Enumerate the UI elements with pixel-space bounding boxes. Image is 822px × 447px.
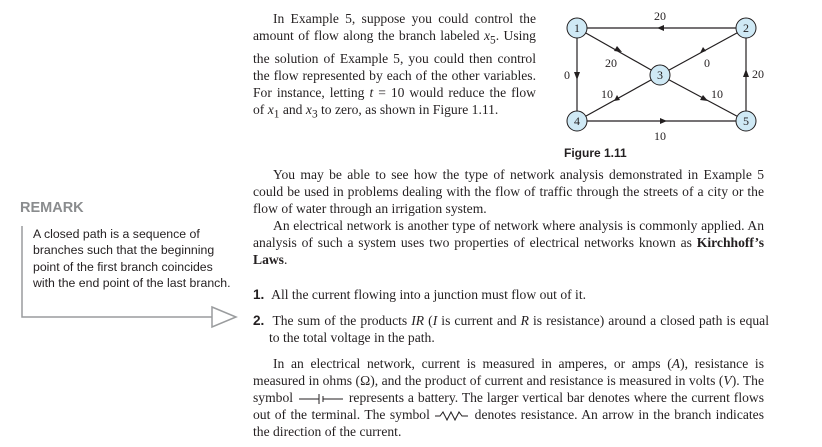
- edge-label: 20: [654, 9, 666, 23]
- law-1: [253, 286, 764, 303]
- edge-label: 0: [704, 56, 710, 70]
- node-label: 4: [574, 114, 580, 128]
- arrow-up-icon: [743, 69, 749, 77]
- text: = 10 would reduce the flow of: [253, 84, 536, 117]
- sub: 5: [490, 34, 496, 47]
- remark-text: A closed path is a sequence of branches such that the beginning point of the first branch coincides with the end point of the last branch.: [33, 227, 231, 290]
- arrow-down-right-icon: [700, 95, 708, 101]
- network-figure: [520, 0, 780, 165]
- text: An electrical network is another type of network where analysis is commonly applied. An analysis of such a system uses two properties of electrical networks known as: [253, 218, 764, 250]
- intro-paragraph: [253, 10, 536, 123]
- text: ). The symbol: [253, 373, 764, 405]
- paragraph-network-analysis: You may be able to see how the type of network analysis demonstrated in Example 5 could be used in problems dealing with the flow of traffic through the streets of a city or the flow of water through an irrigation system.: [253, 167, 764, 216]
- arrow-right-icon: [660, 118, 667, 124]
- text: represents a battery. The larger vertical bar denotes where the current flows out of the terminal. The symbol: [253, 390, 764, 422]
- text: and: [279, 101, 306, 117]
- var: x: [305, 101, 312, 117]
- var: V: [723, 373, 732, 388]
- sub: 3: [311, 108, 318, 121]
- law-2: [253, 312, 769, 346]
- text: . Using the solution of Example 5, you could then control the flow represented by each of the other variables. For instance, letting: [253, 28, 536, 100]
- resistor-symbol-icon: [434, 410, 470, 422]
- figure-caption: Figure 1.11: [564, 146, 627, 160]
- edge-label: 10: [654, 129, 666, 143]
- node-label: 3: [657, 68, 663, 82]
- edge-label: 0: [564, 68, 570, 82]
- arrow-down-right-icon: [614, 46, 622, 52]
- text: is current and: [437, 313, 521, 328]
- text: to zero, as shown in Figure 1.11.: [317, 101, 499, 117]
- var: x: [483, 28, 491, 43]
- edge-label: 20: [605, 56, 617, 70]
- text: In Example 5, suppose you could control the amount of flow along the branch labeled: [253, 11, 536, 43]
- var: x: [267, 101, 274, 117]
- sub: 1: [273, 108, 280, 121]
- var: t: [369, 84, 374, 100]
- battery-symbol-icon: [297, 393, 345, 405]
- kirchhoffs-laws-term: Kirchhoff’s Laws: [253, 235, 764, 267]
- text: In an electrical network, current is measured in amperes, or amps (: [273, 356, 672, 371]
- edge-label: 10: [711, 87, 723, 101]
- edge-label: 20: [752, 67, 764, 81]
- node-label: 2: [743, 21, 749, 35]
- var: A: [671, 356, 681, 371]
- node-labels: [574, 21, 749, 128]
- paragraph-electrical-network: [253, 217, 764, 268]
- text: (: [424, 313, 433, 328]
- var: R: [520, 313, 529, 328]
- edge-label: 10: [601, 87, 613, 101]
- text: is resistance) around a closed path is equal to the total voltage in the path.: [269, 313, 769, 345]
- text: denotes resistance. An arrow in the branch indicates the direction of the current.: [253, 407, 764, 439]
- law-text: All the current flowing into a junction must flow out of it.: [271, 287, 587, 302]
- text: ), resistance is measured in ohms (Ω), and the product of current and resistance is measured in volts (: [253, 356, 764, 388]
- var: I: [432, 313, 438, 328]
- list-number: 2.: [253, 313, 265, 328]
- text: .: [283, 252, 288, 267]
- arrow-down-icon: [574, 72, 580, 80]
- node-label: 1: [574, 21, 580, 35]
- remark-title: REMARK: [20, 200, 84, 216]
- node-label: 5: [743, 114, 749, 128]
- arrow-left-icon: [657, 25, 664, 31]
- paragraph-units: [253, 355, 764, 440]
- var: IR: [411, 313, 425, 328]
- list-number: 1.: [253, 287, 265, 302]
- pointer-arrow-icon: [212, 307, 236, 327]
- text: The sum of the products: [272, 313, 412, 328]
